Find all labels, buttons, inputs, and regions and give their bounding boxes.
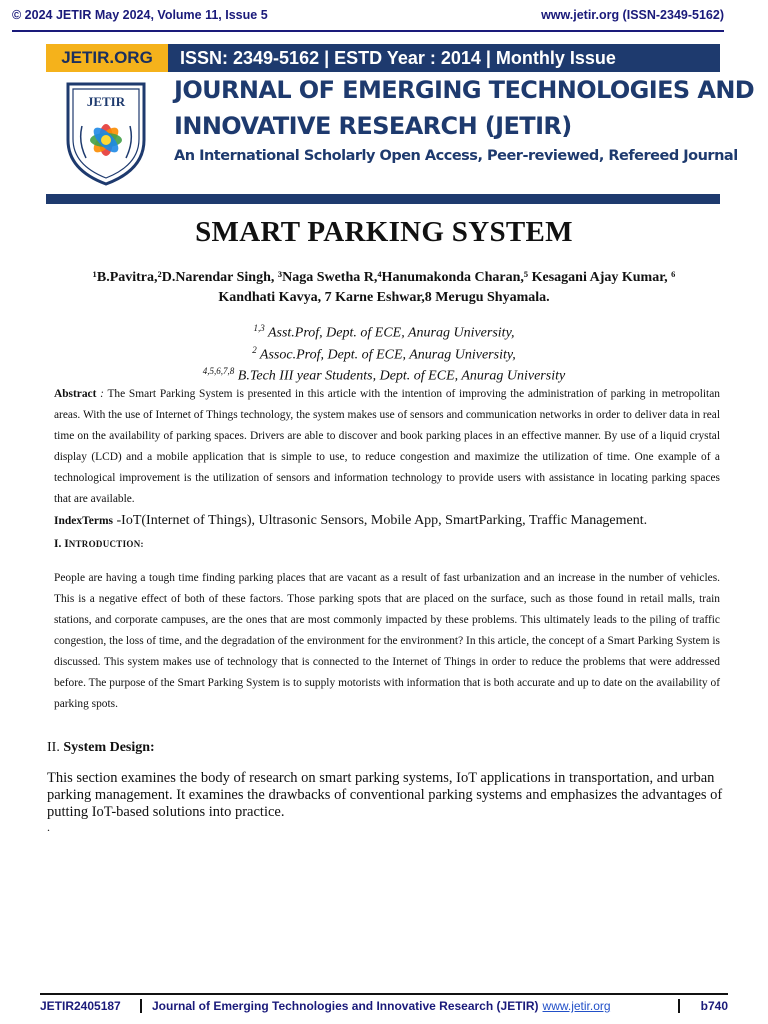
introduction-paragraph: People are having a tough time finding parking places that are vacant as a result of fast urbanization and an increase in the number of vehicles. This is a negative effect of both of these factors. Those parking spots that are placed on the surface, such as those found in retail malls, train stations, and corporate campuses, are the ones that are most commonly impacted by these problems. This ultimately leads to the piling of traffic congestion, the loss of time, and the degradation of the environment for the environment? In this article, the concept of a Smart Parking System is discussed. This system makes use of technology that is connected to the Internet of Things in order to reduce the problems that were addressed before. The purpose of the Smart Parking System is to supply motorists with information that is both accurate and up to date on the availability of parking spots. (54, 572, 720, 710)
authors-line-1: ¹B.Pavitra,²D.Narendar Singh, ³Naga Swetha R,⁴Hanumakonda Charan,⁵ Kesagani Ajay Kumar, ⁶ (92, 270, 676, 285)
page-header (12, 0, 724, 32)
section-heading-introduction: I. INTRODUCTION: (54, 538, 144, 550)
footer-journal: Journal of Emerging Technologies and Innovative Research (JETIR) www.jetir.org (152, 999, 611, 1013)
section-heading-system-design: II. System Design: (47, 740, 155, 755)
jetir-logo-icon (60, 78, 152, 188)
index-terms (54, 512, 720, 530)
affiliation-1: $^{1,3}$ Asst.Prof, Dept. of ECE, Anurag University, (253, 323, 515, 341)
page-footer (40, 995, 728, 1017)
footer-url-link[interactable]: www.jetir.org (542, 999, 611, 1013)
footer-paper-code: JETIR2405187 (40, 999, 121, 1013)
footer-page-number: b740 (700, 999, 728, 1013)
affiliation-2: $^2$ Assoc.Prof, Dept. of ECE, Anurag University, (252, 344, 516, 363)
authors-line-2: Kandhati Kavya, 7 Karne Eshwar,8 Merugu Shyamala. (218, 290, 550, 305)
header-issue-info: © 2024 JETIR May 2024, Volume 11, Issue 5 (12, 8, 268, 22)
footer-divider (140, 999, 142, 1013)
paper-title: SMART PARKING SYSTEM (195, 216, 573, 248)
abstract-label: Abstract (54, 388, 97, 400)
journal-title-line1: JOURNAL OF EMERGING TECHNOLOGIES AND (174, 76, 755, 104)
stray-dot: . (47, 820, 50, 834)
issn-line: ISSN: 2349-5162 | ESTD Year : 2014 | Monthly Issue (180, 47, 616, 68)
affiliations (60, 320, 708, 385)
journal-banner (46, 44, 755, 204)
affiliation-3: $^{4,5,6,7,8}$ B.Tech III year Students, Dept. of ECE, Anurag University (202, 366, 566, 384)
jetir-org-tag: JETIR.ORG (46, 44, 168, 72)
abstract (54, 384, 720, 510)
banner-bottom-strip (46, 194, 720, 204)
abstract-text: The Smart Parking System is presented in this article with the intention of improving the administration of parking in metropolitan areas. With the use of Internet of Things technology, the system makes use of sensors and communication networks in order to deliver data in real time on the availability of parking spaces. Drivers are able to discover and book parking places in an effective manner. By use of a liquid crystal display (LCD) and a mobile application that is simple to use, to reduce congestion and maximize the utilization of time. One example of a technological improvement is the utilization of sensors and information technology to provide users with assistance in locating parking spaces that are available. (54, 388, 720, 505)
header-website-issn: www.jetir.org (ISSN-2349-5162) (541, 8, 724, 22)
journal-subtitle: An International Scholarly Open Access, Peer-reviewed, Refereed Journal (174, 148, 738, 164)
abstract-separator: : (96, 388, 104, 400)
journal-title-line2: INNOVATIVE RESEARCH (JETIR) (174, 112, 572, 140)
logo-text: JETIR (86, 94, 126, 109)
index-terms-text: -IoT(Internet of Things), Ultrasonic Sensors, Mobile App, SmartParking, Traffic Management. (113, 513, 648, 528)
author-list (50, 268, 718, 308)
system-design-paragraph: This section examines the body of research on smart parking systems, IoT applications in transportation, and urban parking management. It examines the drawbacks of conventional parking systems and emphasizes the advantages of putting IoT-based solutions into practice. (47, 770, 723, 820)
index-terms-label: IndexTerms (54, 515, 113, 527)
